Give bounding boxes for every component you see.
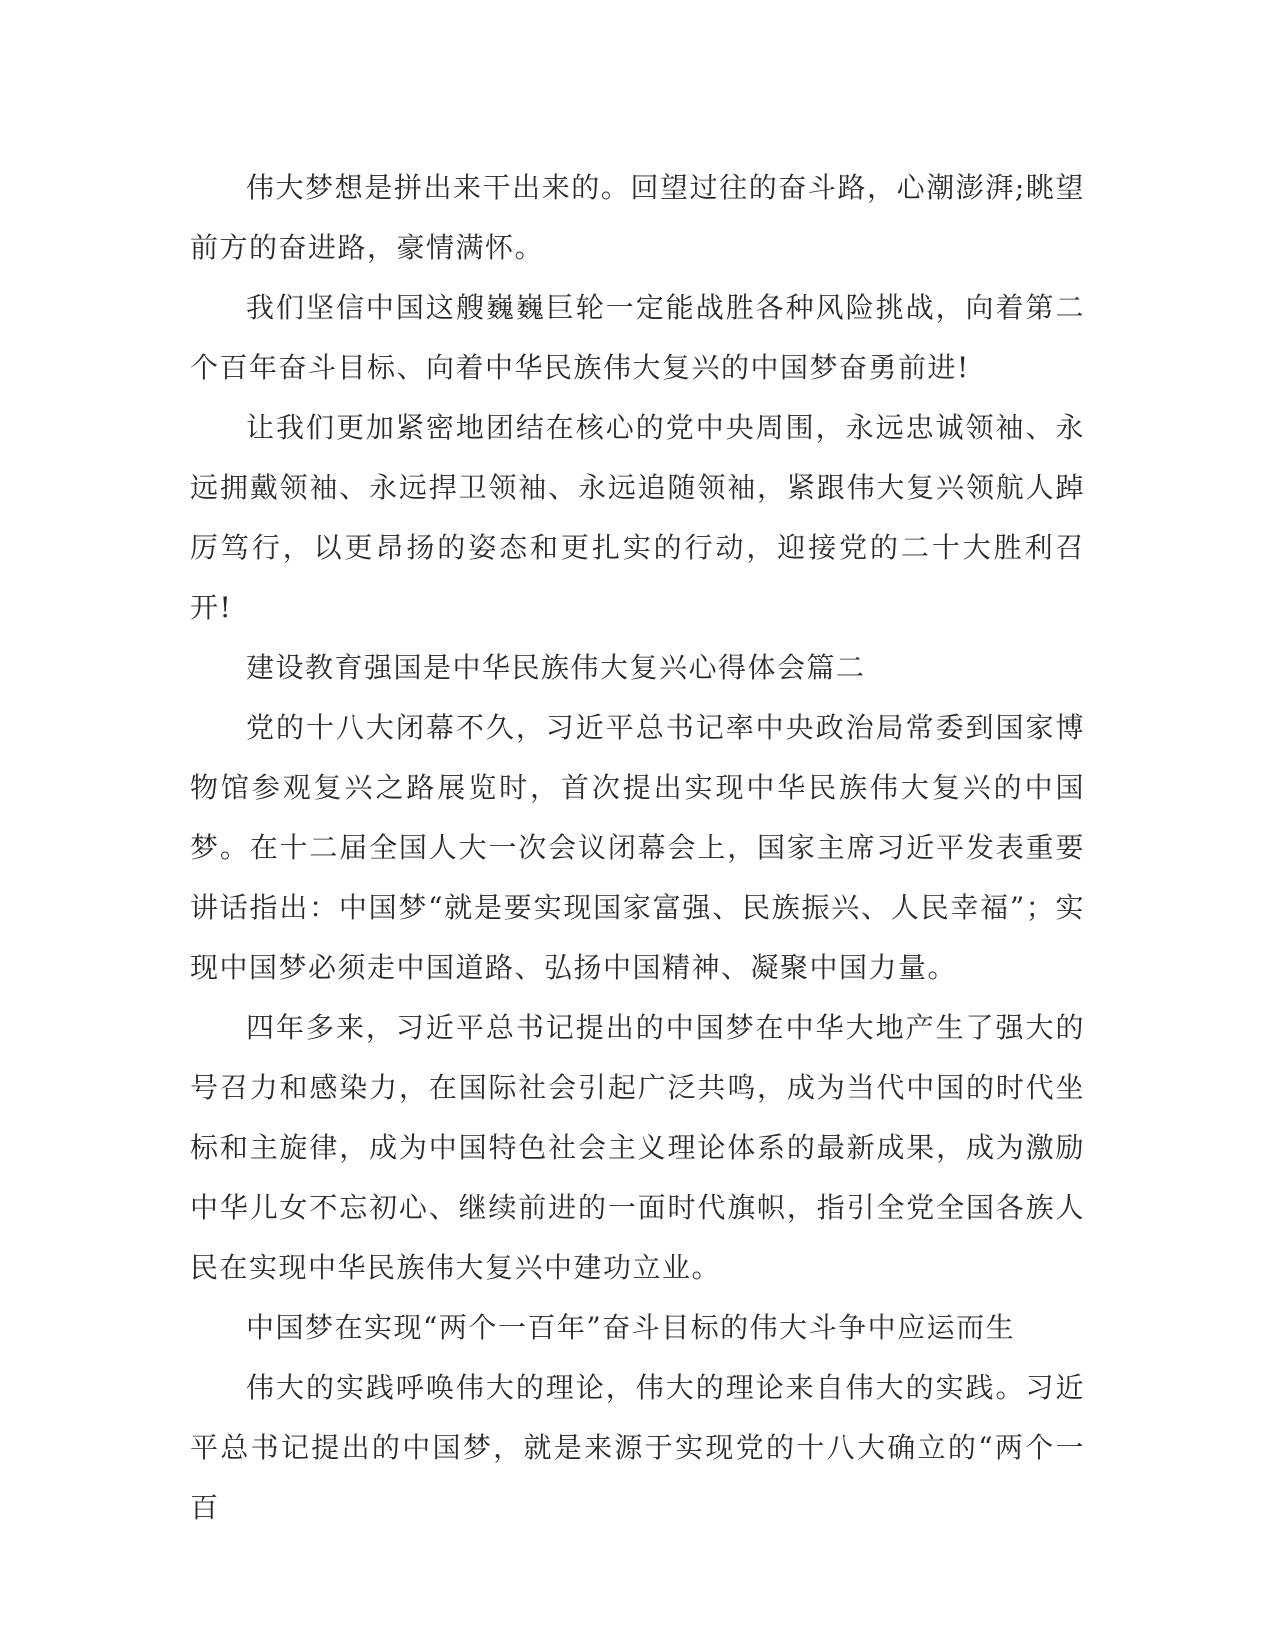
paragraph-1: 伟大梦想是拼出来干出来的。回望过往的奋斗路，心潮澎湃;眺望前方的奋进路，豪情满怀。 [190, 171, 1085, 264]
paragraph-2: 我们坚信中国这艘巍巍巨轮一定能战胜各种风险挑战，向着第二个百年奋斗目标、向着中华民族伟大复兴的中国梦奋勇前进! [190, 291, 1085, 384]
paragraph-6: 伟大的实践呼唤伟大的理论，伟大的理论来自伟大的实践。习近平总书记提出的中国梦，就是来源于实现党的十八大确立的“两个一百 [190, 1371, 1085, 1524]
section-heading: 建设教育强国是中华民族伟大复兴心得体会篇二 [246, 651, 866, 684]
paragraph-4: 党的十八大闭幕不久，习近平总书记率中央政治局常委到国家博物馆参观复兴之路展览时，首次提出实现中华民族伟大复兴的中国梦。在十二届全国人大一次会议闭幕会上，国家主席习近平发表重要讲话指出：中国梦“就是要实现国家富强、民族振兴、人民幸福”；实现中国梦必须走中国道路、弘扬中国精神、凝聚中国力量。 [190, 711, 1085, 984]
paragraph-3: 让我们更加紧密地团结在核心的党中央周围，永远忠诚领袖、永远拥戴领袖、永远捍卫领袖、永远追随领袖，紧跟伟大复兴领航人踔厉笃行，以更昂扬的姿态和更扎实的行动，迎接党的二十大胜利召开! [190, 411, 1085, 624]
subheading: 中国梦在实现“两个一百年”奋斗目标的伟大斗争中应运而生 [246, 1311, 1016, 1344]
paragraph-5: 四年多来，习近平总书记提出的中国梦在中华大地产生了强大的号召力和感染力，在国际社会引起广泛共鸣，成为当代中国的时代坐标和主旋律，成为中国特色社会主义理论体系的最新成果，成为激励中华儿女不忘初心、继续前进的一面时代旗帜，指引全党全国各族人民在实现中华民族伟大复兴中建功立业。 [190, 1011, 1085, 1284]
document-body [190, 158, 1085, 1538]
